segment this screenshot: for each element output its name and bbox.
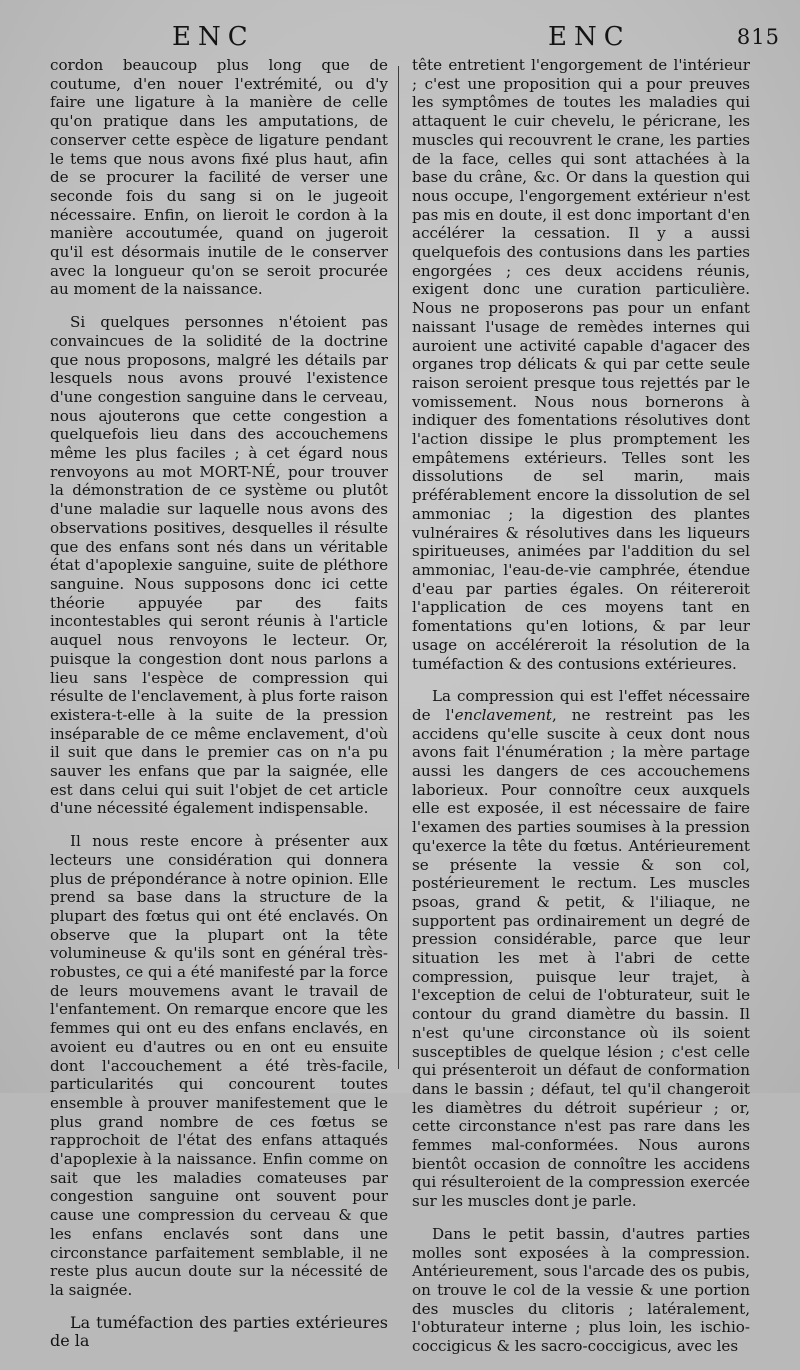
paragraph: Il nous reste encore à présenter aux lecteurs une considération qui donnera plus de prépondérance à notre opinion. Elle prend sa base dans la structure de la plupart des fœtus qui ont été enclavés. On observe que la plupart ont la tête volumineuse & qu'ils sont en général très-robustes, ce qui a été manifesté par la force de leurs mouvemens avant le travail de l'enfantement. On remarque encore que les femmes qui ont eu des enfans enclavés, en avoient eu d'autres ou en ont eu ensuite dont l'accouchement a été très-facile, particularités qui concourent toutes ensemble à prouver manifestement que le plus grand nombre de ces fœtus se rapprochoit de l'état des enfans attaqués d'apoplexie à la naissance. Enfin comme on sait que les maladies comateuses par congestion sanguine ont souvent pour cause une compression du cerveau & que les enfans enclavés sont dans une circonstance parfaitement semblable, il ne reste plus aucun doute sur la nécessité de la saignée.	[50, 832, 388, 1299]
running-head-left: ENC	[172, 22, 255, 52]
text-run: La compression qui est l'effet nécessaire de l'	[412, 687, 750, 724]
paragraph: Si quelques personnes n'étoient pas convaincues de la solidité de la doctrine que nous proposons, malgré les détails par lesquels nous avons prouvé l'existence d'une congestion sanguine dans le cerveau, nous ajouterons que cette congestion a quelquefois lieu dans des accouchemens même les plus faciles ; à cet égard nous renvoyons au mot MORT-NÉ, pour trouver la démonstration de ce système ou plutôt d'une maladie sur laquelle nous avons des observations positives, desquelles il résulte que des enfans sont nés dans un véritable état d'apoplexie sanguine, suite de pléthore sanguine. Nous supposons donc ici cette théorie appuyée par des faits incontestables qui seront réunis à l'article auquel nous renvoyons le lecteur. Or, puisque la congestion dont nous parlons a lieu sans l'espèce de compression qui résulte de l'enclavement, à plus forte raison existera-t-elle à la suite de la pression inséparable de ce même enclavement, d'où il suit que dans le premier cas on n'a pu sauver les enfans que par la saignée, elle est dans celui qui suit l'objet de cet article d'une nécessité également indispensable.	[50, 313, 388, 818]
paragraph: tête entretient l'engorgement de l'intérieur ; c'est une proposition qui a pour preuves les symptômes de toutes les maladies qui attaquent le cuir chevelu, le péricrane, les muscles qui recouvrent le crane, les parties de la face, celles qui sont attachées à la base du crâne, &c. Or dans la question qui nous occupe, l'engorgement extérieur n'est pas mis en doute, il est donc important d'en accélérer la cessation. Il y a aussi quelquefois des contusions dans les parties engorgées ; ces deux accidens réunis, exigent donc une curation particulière. Nous ne proposerons pas pour un enfant naissant l'usage de remèdes internes qui auroient une activité capable d'agacer des organes trop délicats & qui par cette seule raison seroient presque tous rejettés par le vomissement. Nous nous bornerons à indiquer des fomentations résolutives dont l'action dissipe le plus promptement les empâtemens extérieurs. Telles sont les dissolutions de sel marin, mais préférablement encore la dissolution de sel ammoniac ; la digestion des plantes vulnéraires & résolutives dans les liqueurs spiritueuses, animées par l'addition du sel ammoniac, l'eau-de-vie camphrée, étendue d'eau par parties égales. On réitereroit l'application de ces moyens tant en fomentations qu'en lotions, & par leur usage on accéléreroit la résolution de la tuméfaction & des contusions extérieures.	[412, 56, 750, 673]
column-divider	[398, 66, 399, 1069]
paragraph: La tuméfaction des parties extérieures de la	[50, 1312, 388, 1351]
paragraph	[412, 687, 750, 1211]
text-run: , ne restreint pas les accidens qu'elle suscite à ceux dont nous avons fait l'énumération ; la mère partage aussi les dangers de ces accouchemens laborieux. Pour connoître ceux auxquels elle est exposée, il est nécessaire de faire l'examen des parties soumises à la pression qu'exerce la tête du fœtus. Antérieurement se présente la vessie & son col, postérieurement le rectum. Les muscles psoas, grand & petit, & l'iliaque, ne supportent pas ordinairement un degré de pression considérable, parce que leur situation les met à l'abri de cette compression, puisque leur trajet, à l'exception de celui de l'obturateur, suit le contour du grand diamètre du bassin. Il n'est qu'une circonstance où ils soient susceptibles de quelque lésion ; c'est celle qui présenteroit un défaut de conformation dans le bassin ; défaut, tel qu'il changeroit les diamètres du détroit supérieur ; or, cette circonstance n'est pas rare dans les femmes mal-conformées. Nous aurons bientôt occasion de connoître les accidens qui résulteroient de la compression exercée sur les muscles dont je parle.	[412, 705, 751, 1211]
left-column	[50, 56, 388, 1365]
italic-term: enclavement	[454, 705, 552, 724]
right-column	[412, 56, 750, 1370]
paragraph: cordon beaucoup plus long que de coutume, d'en nouer l'extrémité, ou d'y faire une ligature à la manière de celle qu'on pratique dans les amputations, de conserver cette espèce de ligature pendant le tems que nous avons fixé plus haut, afin de se procurer la facilité de verser une seconde fois du sang si on le jugeoit nécessaire. Enfin, on lieroit le cordon à la manière accoutumée, quand on jugeroit qu'il est désormais inutile de le conserver avec la longueur qu'on se seroit procurée au moment de la naissance.	[50, 56, 388, 299]
running-head-right: ENC	[548, 22, 631, 52]
page-number: 815	[736, 25, 780, 49]
paragraph: Dans le petit bassin, d'autres parties molles sont exposées à la compression. Antérieurement, sous l'arcade des os pubis, on trouve le col de la vessie & une portion des muscles du clitoris ; latéralement, l'obturateur interne ; plus loin, les ischio-coccigicus & les sacro-coccigicus, avec les	[412, 1224, 750, 1356]
